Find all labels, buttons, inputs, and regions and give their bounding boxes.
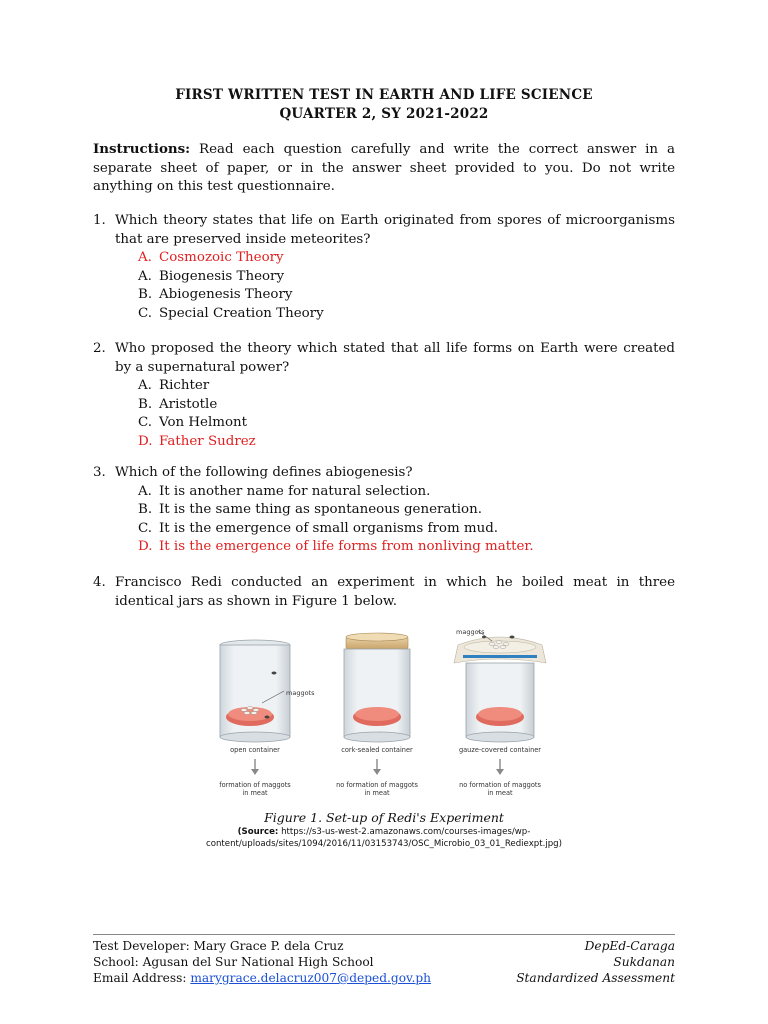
question-number: 3. xyxy=(93,465,106,480)
question-4 xyxy=(93,574,675,611)
question-2 xyxy=(93,340,675,451)
question-1 xyxy=(93,212,675,323)
option-item: D. It is the emergence of life forms from nonliving matter. xyxy=(138,539,534,554)
instructions-label: Instructions: xyxy=(93,141,191,157)
question-number: 1. xyxy=(93,213,106,228)
source-label: (Source: xyxy=(237,827,279,837)
result-label: no formation of maggots xyxy=(459,781,541,789)
open-jar xyxy=(220,640,290,742)
maggots-label: maggots xyxy=(286,689,315,697)
option-item: D. Father Sudrez xyxy=(138,433,256,449)
question-text: Which of the following defines abiogenesis? xyxy=(115,465,413,480)
footer-right xyxy=(516,938,675,986)
test-developer: Test Developer: Mary Grace P. dela Cruz xyxy=(93,939,344,953)
jar-label: cork-sealed container xyxy=(341,746,413,754)
option-item: A. Cosmozoic Theory xyxy=(138,250,284,265)
option-item: A. It is another name for natural selection. xyxy=(138,483,431,499)
source-url: content/uploads/sites/1094/2016/11/03153743/OSC_Microbio_03_01_Rediexpt.jpg) xyxy=(206,839,562,849)
option-item: B. Abiogenesis Theory xyxy=(138,287,293,302)
school-name: School: Agusan del Sur National High School xyxy=(93,955,374,969)
figure-source xyxy=(0,826,768,850)
result-label: formation of maggots xyxy=(219,781,291,789)
option-item: A. Richter xyxy=(138,378,210,393)
source-url: https://s3-us-west-2.amazonaws.com/courses-images/wp- xyxy=(278,827,531,837)
instructions-text: Read each question carefully and write the correct answer in a separate sheet of paper, or in the answer sheet provided to you. Do not write anything on this test questionnaire. xyxy=(93,142,675,194)
gauze-covered-jar xyxy=(454,631,546,742)
option-item: B. It is the same thing as spontaneous generation. xyxy=(138,502,483,517)
instructions xyxy=(93,140,675,197)
cork-sealed-jar xyxy=(344,633,410,742)
question-number: 4. xyxy=(93,575,106,590)
option-item: C. Von Helmont xyxy=(138,415,248,430)
question-text: Francisco Redi conducted an experiment in which he boiled meat in three identical jars as shown in Figure 1 below. xyxy=(115,575,675,609)
option-item: A. Biogenesis Theory xyxy=(138,268,285,284)
option-item: C. Special Creation Theory xyxy=(138,305,324,321)
test-subtitle: QUARTER 2, SY 2021-2022 xyxy=(279,106,489,122)
option-item: B. Aristotle xyxy=(138,396,218,412)
redi-experiment-figure xyxy=(200,625,568,805)
footer-left xyxy=(93,938,431,986)
email-link[interactable]: marygrace.delacruz007@deped.gov.ph xyxy=(190,971,432,985)
question-3 xyxy=(93,464,675,557)
result-label: no formation of maggots xyxy=(336,781,418,789)
question-number: 2. xyxy=(93,341,106,356)
question-text: Which theory states that life on Earth originated from spores of microorganisms that are preserved inside meteorites? xyxy=(115,213,675,247)
assessment-label: Standardized Assessment xyxy=(516,971,675,985)
jar-label: open container xyxy=(230,746,280,754)
jar-label: gauze-covered container xyxy=(458,746,542,754)
maggots-label: maggots xyxy=(456,628,485,636)
result-label: in meat xyxy=(487,789,513,797)
result-label: in meat xyxy=(242,789,268,797)
footer-divider xyxy=(93,934,675,935)
question-text: Who proposed the theory which stated that all life forms on Earth were created by a supernatural power? xyxy=(115,341,675,375)
email-address: Email Address: marygrace.delacruz007@deped.gov.ph xyxy=(93,971,432,985)
program-label: Sukdanan xyxy=(613,955,675,969)
option-item: C. It is the emergence of small organisms from mud. xyxy=(138,520,499,536)
test-title: FIRST WRITTEN TEST IN EARTH AND LIFE SCIENCE xyxy=(175,87,593,103)
result-label: in meat xyxy=(364,789,390,797)
figure-caption: Figure 1. Set-up of Redi's Experiment xyxy=(264,810,504,825)
region-label: DepEd-Caraga xyxy=(584,939,675,953)
